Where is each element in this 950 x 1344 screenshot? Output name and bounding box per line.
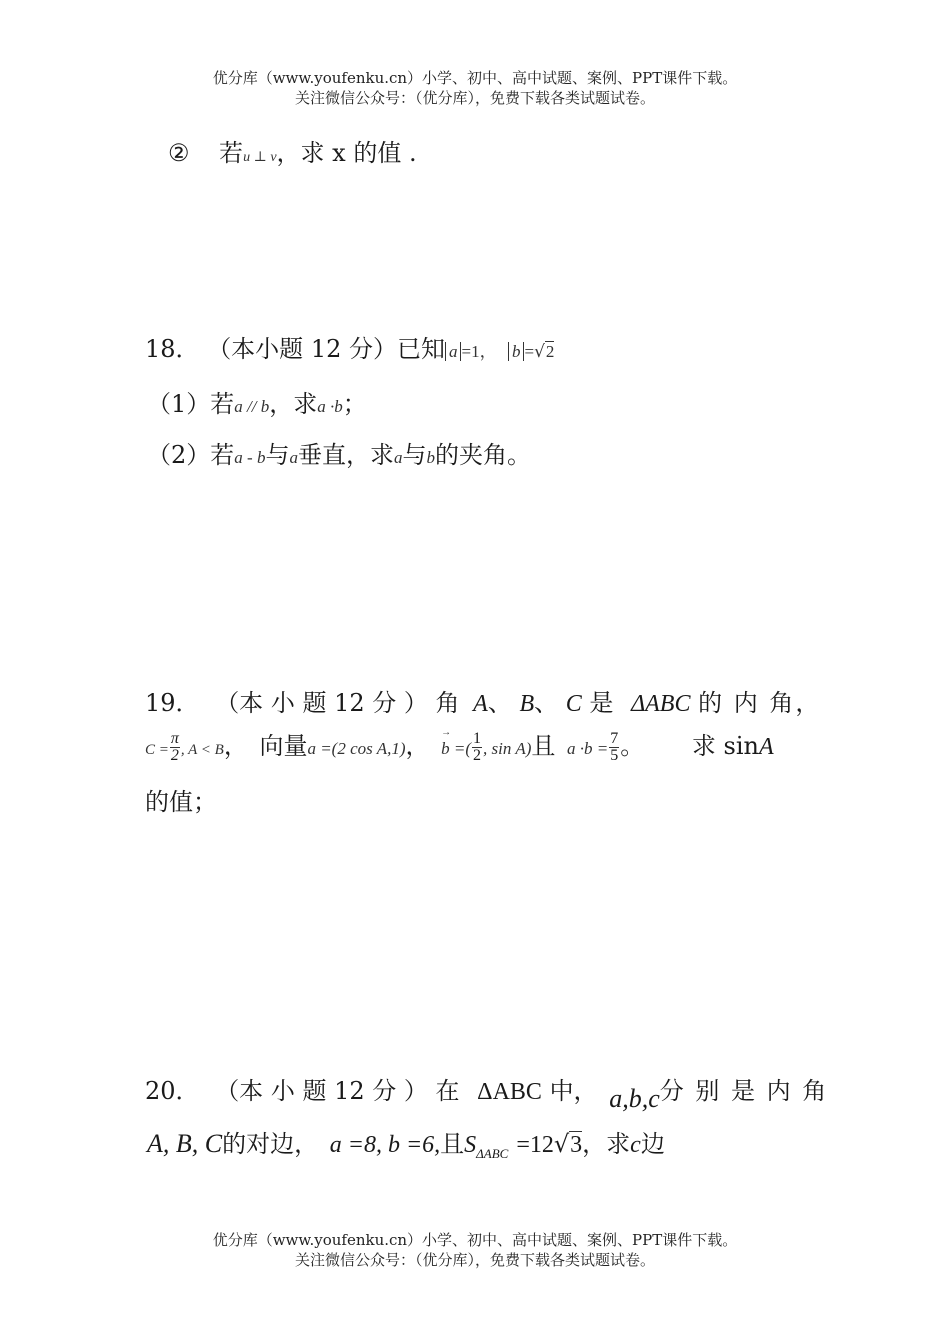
q20-sides-text: 分 别 是 内 角 xyxy=(659,1077,829,1105)
q20-sides: a,b,c xyxy=(609,1084,660,1113)
q19-vec-b: → b =( xyxy=(441,739,471,759)
q19-end xyxy=(145,782,217,817)
q19-period: 。 xyxy=(620,732,645,760)
q18-abs-a: a xyxy=(445,342,462,361)
q19-b-den: 2 xyxy=(473,747,482,764)
q17-part2 xyxy=(168,133,417,168)
q19-comma: ， xyxy=(223,732,248,760)
q20-area-eq: =12 xyxy=(516,1132,554,1158)
q20-angles: A, B, C xyxy=(147,1129,223,1158)
q18-p2-label: （2）若 xyxy=(147,441,235,469)
q19-conditions xyxy=(145,726,774,764)
q18-p2-a: a xyxy=(289,448,298,467)
q18-p1-label: （1）若 xyxy=(147,390,235,418)
q19-vec-a: a =(2 cos A,1) xyxy=(307,739,406,758)
q17-perp-condition: u ⊥ v xyxy=(243,150,277,165)
q19-dot-den: 5 xyxy=(610,747,619,764)
q19-vec-b-end: , sin A) xyxy=(483,739,532,758)
q19-c-num: π xyxy=(170,730,179,747)
q19-dot-num: 7 xyxy=(610,730,619,747)
q20-in: 中， xyxy=(549,1077,598,1105)
q19-ask: 求 sin xyxy=(691,732,759,760)
q18-part1 xyxy=(147,384,367,419)
q18-number: 18． xyxy=(145,335,200,363)
q20-ask: ，求 xyxy=(582,1130,631,1158)
q20-area-sub: ΔABC xyxy=(476,1145,509,1161)
q18-p1-condition: a // b xyxy=(234,397,270,416)
q19-number: 19． xyxy=(145,689,200,717)
q18-points: （本小题 12 分）已知 xyxy=(207,335,445,363)
q18-b-eq: = xyxy=(524,342,535,361)
q19-sep2: 、 xyxy=(534,689,559,717)
q18-p2-mid2: 垂直，求 xyxy=(297,441,394,469)
q18-p2-b: b xyxy=(426,448,435,467)
q19-ask-end: 的值； xyxy=(145,788,217,816)
q18-p1-end: ； xyxy=(342,390,367,418)
q19-b-frac xyxy=(472,731,482,764)
footer-line-2: 关注微信公众号：（优分库），免费下载各类试题试卷。 xyxy=(294,1251,655,1269)
q18-p2-a2: a xyxy=(393,448,403,467)
q19-inner: 的 内 角， xyxy=(698,689,822,717)
header-line-2: 关注微信公众号：（优分库），免费下载各类试题试卷。 xyxy=(294,89,655,107)
q18-p1-rest: ，求 xyxy=(269,390,318,418)
q19-angle-C: C xyxy=(565,691,582,717)
q17-question: ，求 x 的值 . xyxy=(276,139,417,167)
q19-c-den: 2 xyxy=(170,747,179,764)
q19-triangle: ΔABC xyxy=(631,691,691,717)
circled-two-marker: ② xyxy=(168,139,190,167)
q20-area-S: S xyxy=(464,1132,477,1158)
q20-values: a =8, b =6, xyxy=(329,1132,441,1158)
q19-angle-B: B xyxy=(519,691,535,717)
q19-dot: a ·b = xyxy=(567,739,609,758)
q19-vec-label: 向量 xyxy=(259,732,308,760)
q19-stem xyxy=(145,683,821,718)
q18-stem: 18． （本小题 12 分）已知 a =1， b =√2 xyxy=(145,335,555,363)
q20-ask-c: c xyxy=(630,1132,641,1158)
q20-ask-end: 边 xyxy=(640,1130,665,1158)
q19-comma2: ， xyxy=(405,732,430,760)
q19-dot-frac xyxy=(609,731,619,764)
q20-triangle: ΔABC xyxy=(477,1079,542,1105)
q19-sep1: 、 xyxy=(487,689,512,717)
q20-area-root: 3 xyxy=(570,1132,583,1158)
q19-and: 且 xyxy=(531,732,556,760)
q19-is: 是 xyxy=(589,689,614,717)
q20-stem xyxy=(145,1071,829,1113)
q20-and: 且 xyxy=(440,1130,465,1158)
q19-b-num: 1 xyxy=(473,730,482,747)
q20-number: 20． xyxy=(145,1077,200,1105)
q19-points: （本 小 题 12 分 ） 角 xyxy=(215,689,460,717)
q18-root-2: 2 xyxy=(545,342,555,361)
q19-ask-A: A xyxy=(758,734,774,760)
q18-abs-b: b xyxy=(508,342,525,361)
q18-p2-mid: 与 xyxy=(265,441,290,469)
q20-line2: A, B, C的对边， a =8, b =6,且$S_{\Delta ABC} =12√3$，求c边 xyxy=(147,1129,665,1161)
header-line-1: 优分库（www.youfenku.cn）小学、初中、高中试题、案例、PPT课件下载。 xyxy=(212,69,738,87)
q18-p2-end: 的夹角。 xyxy=(434,441,531,469)
q18-part2 xyxy=(147,435,531,470)
q19-c-cond: , A < B xyxy=(180,742,224,758)
q19-c-eq: C = xyxy=(145,742,169,758)
q18-p2-condition: a - b xyxy=(234,448,266,467)
q20-angles-text: 的对边， xyxy=(222,1130,319,1158)
q18-p2-mid3: 与 xyxy=(402,441,427,469)
q19-c-frac xyxy=(170,731,180,764)
q20-points: （本 小 题 12 分 ） 在 xyxy=(215,1077,460,1105)
footer-line-1: 优分库（www.youfenku.cn）小学、初中、高中试题、案例、PPT课件下载。 xyxy=(212,1231,738,1249)
q18-p1-expr: a ·b xyxy=(317,397,343,416)
q18-a-eq: =1， xyxy=(461,342,497,361)
q17-if: 若 xyxy=(219,139,244,167)
q19-angle-A: A xyxy=(473,691,488,717)
